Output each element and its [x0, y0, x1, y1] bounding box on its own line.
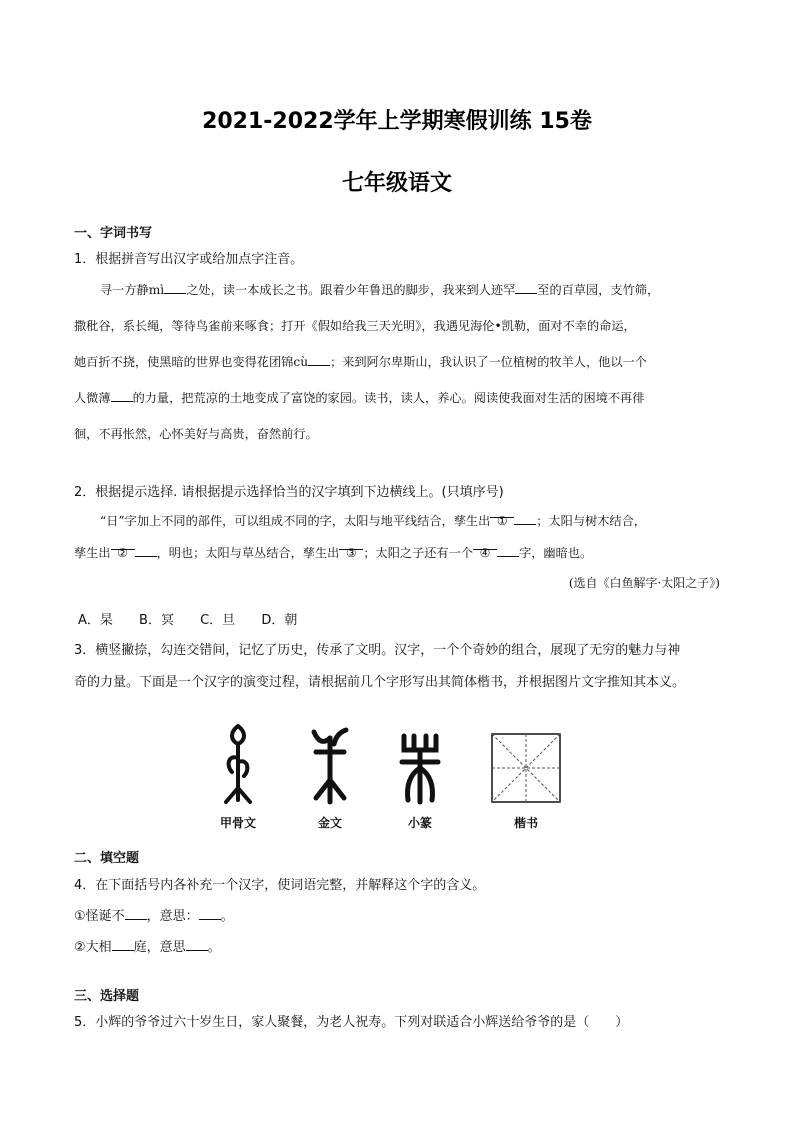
- question-2-options: [78, 609, 319, 628]
- passage-text: 人微薄: [74, 391, 111, 405]
- option-c[interactable]: C．旦: [200, 613, 236, 628]
- character-evolution-figure: [0, 718, 794, 838]
- answer-blank[interactable]: [135, 544, 157, 557]
- page-subtitle: 七年级语文: [341, 171, 452, 196]
- source-citation: (选自《白鱼解字·太阳之子》): [568, 576, 720, 590]
- answer-blank-2[interactable]: ②: [111, 537, 135, 550]
- answer-blank[interactable]: [164, 281, 186, 294]
- answer-blank[interactable]: [515, 281, 537, 294]
- question-2-passage: [74, 505, 724, 569]
- answer-blank[interactable]: [186, 938, 208, 951]
- passage-text: 寻一方静mì: [100, 283, 165, 297]
- answer-blank[interactable]: [112, 938, 134, 951]
- option-d[interactable]: D．朝: [261, 613, 298, 628]
- regular-script-grid: [486, 718, 566, 831]
- passage-line: [74, 505, 724, 537]
- writing-grid-icon: [490, 718, 562, 808]
- answer-blank[interactable]: [199, 907, 221, 920]
- option-b[interactable]: B．冥: [139, 613, 174, 628]
- section-heading-3: 三、选择题: [74, 989, 140, 1004]
- question-5-prompt: 5．小辉的爷爷过六十岁生日，家人聚餐，为老人祝寿。下列对联适合小辉送给爷爷的是（ ）: [74, 1015, 629, 1030]
- caption-regular-script: 楷书: [513, 816, 538, 830]
- caption-oracle: 甲骨文: [219, 816, 256, 830]
- question-3-prompt-line-1: 3．横竖撇捺，勾连交错间，记忆了历史，传承了文明。汉字，一个个奇妙的组合，展现了无穷的魅力与神: [74, 643, 681, 658]
- passage-text: 她百折不挠，使黑暗的世界也变得花团锦cù: [74, 355, 309, 369]
- passage-line: [74, 537, 724, 569]
- passage-text: 字，幽暗也。: [519, 546, 593, 560]
- question-4-item-2: [74, 936, 221, 955]
- passage-text: 至的百草园，支竹筛，: [537, 283, 660, 297]
- passage-text: ；太阳与树木结合，: [536, 514, 646, 528]
- item-text: ①怪诞不: [74, 909, 125, 924]
- item-text: 。: [207, 940, 221, 955]
- item-text: 庭，意思: [133, 940, 186, 955]
- answer-blank-3[interactable]: ③: [339, 537, 363, 550]
- passage-text: 孳生出: [74, 546, 111, 560]
- passage-text: 的力量，把荒凉的土地变成了富饶的家园。读书，读人，养心。阅读使我面对生活的困境不再徘: [132, 391, 645, 405]
- passage-text: “日”字加上不同的部件，可以组成不同的字，太阳与地平线结合，孳生出: [100, 514, 491, 528]
- answer-blank[interactable]: [497, 544, 519, 557]
- bronze-glyph-icon: [300, 718, 360, 808]
- item-text: ，意思：: [146, 909, 199, 924]
- passage-text: 之处，读一本成长之书。跟着少年鲁迅的脚步，我来到人迹罕: [186, 283, 516, 297]
- answer-blank-4[interactable]: ④: [473, 537, 497, 550]
- section-heading-2: 二、填空题: [74, 851, 140, 866]
- passage-line: [74, 344, 724, 380]
- answer-blank[interactable]: [125, 907, 147, 920]
- passage-text: ，明也；太阳与草丛结合，孳生出: [156, 546, 340, 560]
- question-4-item-1: [74, 905, 234, 924]
- passage-text: ；太阳之子还有一个: [363, 546, 474, 560]
- answer-blank[interactable]: [111, 389, 133, 402]
- option-a[interactable]: A．杲: [78, 613, 113, 628]
- passage-text: ；来到阿尔卑斯山，我认识了一位植树的牧羊人，他以一个: [330, 355, 647, 369]
- passage-line: [74, 272, 724, 308]
- question-4-prompt: 4．在下面括号内各补充一个汉字，使词语完整，并解释这个字的含义。: [74, 878, 486, 893]
- caption-seal: 小篆: [407, 816, 432, 830]
- oracle-bone-glyph-icon: [208, 718, 268, 808]
- answer-blank-1[interactable]: ①: [490, 505, 514, 518]
- section-heading-1: 一、字词书写: [74, 226, 153, 241]
- seal-glyph-icon: [390, 718, 450, 808]
- caption-bronze: 金文: [317, 816, 342, 830]
- passage-line: 撒秕谷，系长绳，等待鸟雀前来啄食；打开《假如给我三天光明》，我遇见海伦•凯勒，面对不幸的命运，: [74, 319, 636, 333]
- question-3-prompt-line-2: 奇的力量。下面是一个汉字的演变过程，请根据前几个字形写出其简体楷书，并根据图片文字推知其本义。: [74, 675, 686, 690]
- answer-blank[interactable]: [514, 512, 536, 525]
- oracle-bone-glyph: [198, 718, 278, 831]
- item-text: ②大相: [74, 940, 112, 955]
- question-1-prompt: 1．根据拼音写出汉字或给加点字注音。: [74, 252, 304, 267]
- passage-line: 徊，不再怅然，心怀美好与高贵，奋然前行。: [74, 427, 318, 441]
- seal-glyph: [380, 718, 460, 831]
- question-1-passage: [74, 272, 724, 452]
- passage-line: [74, 380, 724, 416]
- item-text: 。: [220, 909, 234, 924]
- page-title: 2021-2022学年上学期寒假训练 15卷: [202, 109, 592, 134]
- bronze-glyph: [290, 718, 370, 831]
- question-2-prompt: 2．根据提示选择. 请根据提示选择恰当的汉字填到下边横线上。(只填序号): [74, 485, 504, 500]
- answer-blank[interactable]: [308, 353, 330, 366]
